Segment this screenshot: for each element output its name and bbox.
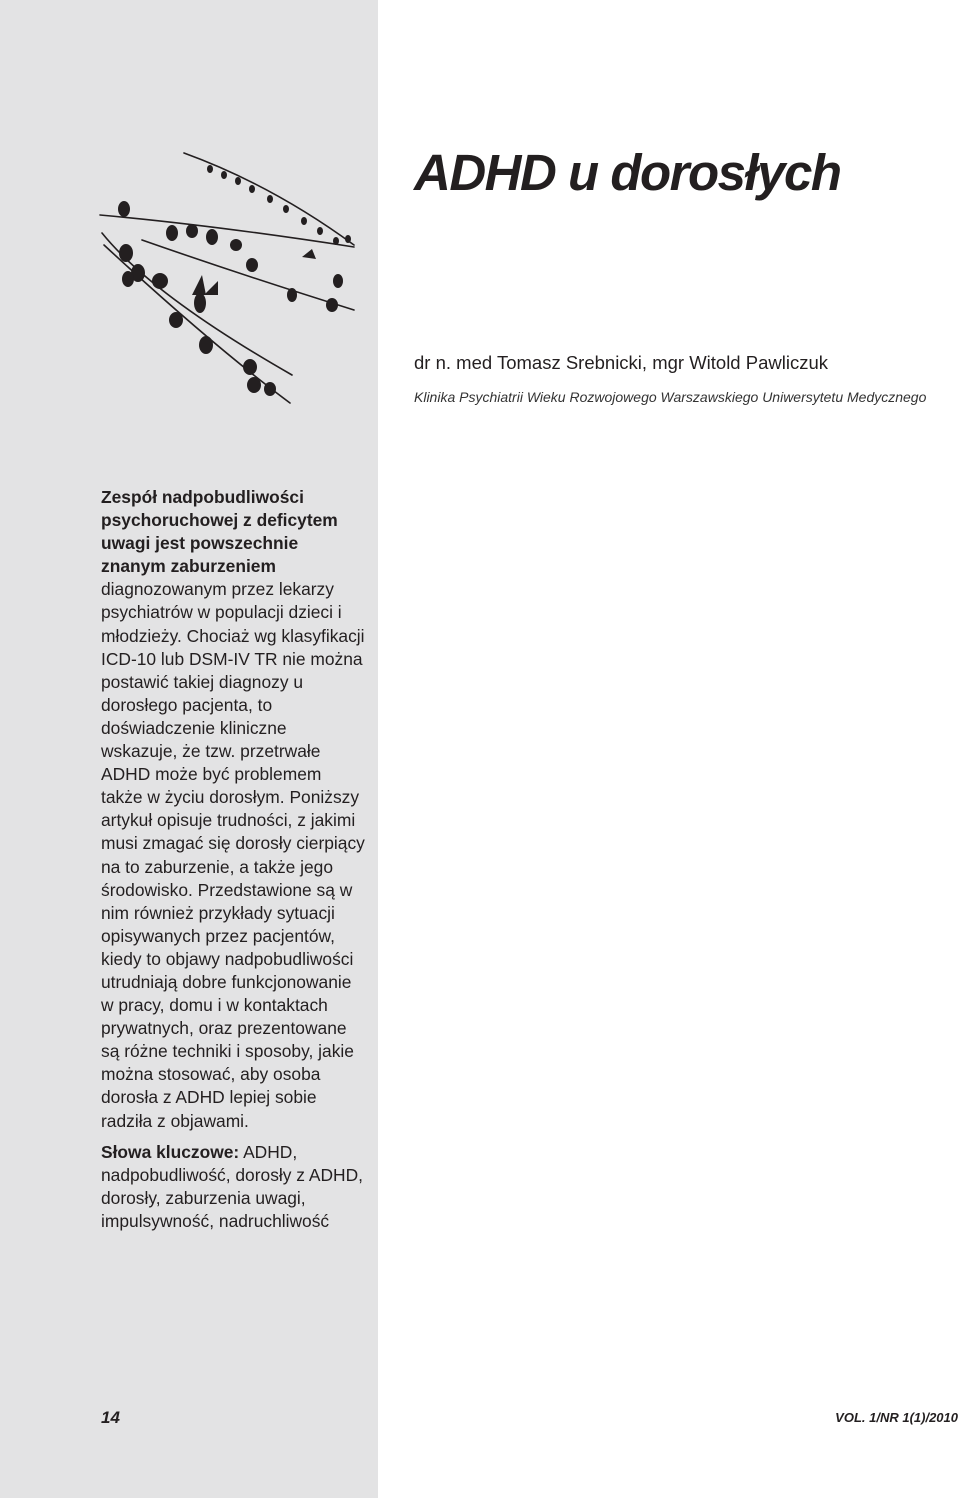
page-number: 14 (101, 1408, 120, 1427)
abstract-lead: Zespół nadpobudliwości psychoruchowej z deficytem uwagi jest powszechnie znanym zaburzeniem (101, 487, 338, 577)
keywords-label: Słowa kluczowe: (101, 1141, 240, 1162)
article-title: ADHD u dorosłych (414, 144, 841, 201)
birds-on-wires-icon (92, 145, 362, 407)
keywords-text: ADHD, nadpobudliwość, dorosły z ADHD, dorosły, zaburzenia uwagi, impulsywność, nadruchliwość (101, 1141, 363, 1231)
article-affiliation: Klinika Psychiatrii Wieku Rozwojowego Warszawskiego Uniwersytetu Medycznego (414, 389, 927, 405)
abstract-body: diagnozowanym przez lekarzy psychiatrów w populacji dzieci i młodzieży. Chociaż wg klasyfikacji ICD-10 lub DSM-IV TR nie można postawić takiej diagnozy u dorosłego pacjenta, to doświadczenie kliniczne wskazuje, że tzw. przetrwałe ADHD może być problemem także w życiu dorosłym. Poniższy artykuł opisuje trudności, z jakimi musi zmagać się dorosły cierpiący na to zaburzenie, a także jego środowisko. Przedstawione są w nim również przykłady sytuacji opisywanych przez pacjentów, kiedy to objawy nadpobudliwości utrudniają dobre funkcjonowanie w pracy, domu i w kontaktach prywatnych, oraz prezentowane są różne techniki i sposoby, jakie można stosować, aby osoba dorosła z ADHD lepiej sobie radziła z objawami. (101, 579, 365, 1131)
volume-info: VOL. 1/NR 1(1)/2010 (835, 1410, 958, 1425)
abstract-text (101, 486, 366, 1133)
abstract (101, 486, 366, 1233)
article-authors: dr n. med Tomasz Srebnicki, mgr Witold Pawliczuk (414, 352, 828, 373)
keywords (101, 1141, 366, 1233)
